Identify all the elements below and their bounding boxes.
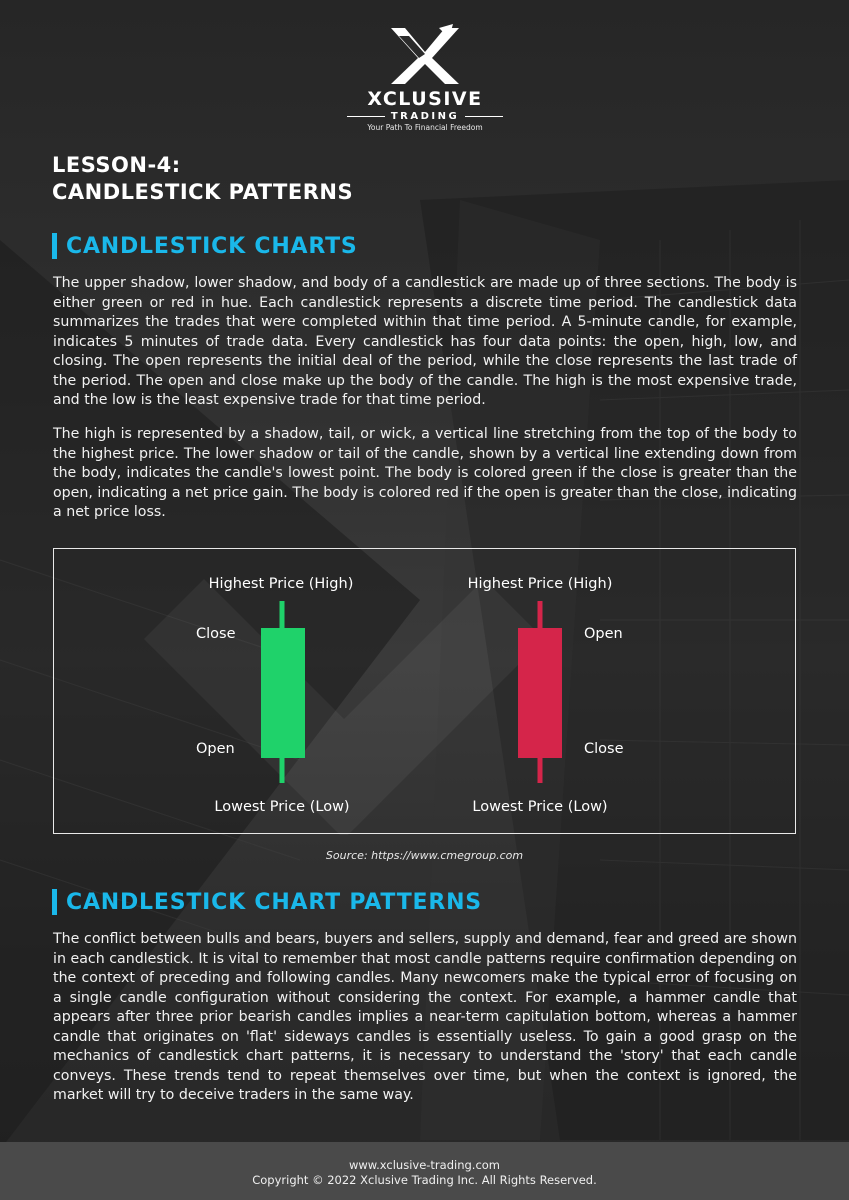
brand-subname: TRADING — [390, 111, 460, 122]
bullish-close-label: Close — [196, 626, 236, 642]
brand-tagline: Your Path To Financial Freedom — [367, 123, 483, 132]
section-heading-charts — [52, 233, 358, 259]
bullish-open-label: Open — [196, 741, 235, 757]
heading-accent-bar — [52, 233, 57, 259]
footer-copyright: Copyright © 2022 Xclusive Trading Inc. All Rights Reserved. — [252, 1173, 597, 1187]
section-heading-patterns — [52, 889, 482, 915]
brand-name: XCLUSIVE — [367, 88, 483, 110]
section-heading-text: CANDLESTICK CHART PATTERNS — [66, 889, 482, 915]
page-title — [52, 152, 353, 206]
chevron-watermark-icon — [144, 579, 544, 835]
bearish-low-label: Lowest Price (Low) — [472, 799, 608, 815]
paragraph-2: The high is represented by a shadow, tail, or wick, a vertical line stretching from the top of the body to the highest price. The lower shadow or tail of the candle, shown by a vertical line extending down from the body, indicates the candle's lowest point. The body is colored green if the close is greater than the open, indicating a net price gain. The body is colored red if the open is greater than the close, indicating a net price loss. — [53, 426, 797, 520]
bullish-high-label: Highest Price (High) — [208, 576, 354, 592]
xclusive-logo-icon — [387, 22, 463, 86]
lesson-title: CANDLESTICK PATTERNS — [52, 180, 354, 204]
brand-sub — [340, 110, 510, 123]
bullish-candle-body — [261, 628, 305, 758]
candlestick-diagram — [53, 548, 796, 834]
page-footer — [0, 1142, 849, 1200]
section-heading-text: CANDLESTICK CHARTS — [66, 233, 358, 259]
candlestick-diagram-svg — [54, 549, 797, 835]
bearish-open-label: Open — [584, 626, 623, 642]
paragraph-3: The conflict between bulls and bears, buyers and sellers, supply and demand, fear and greed are shown in each candlestick. It is vital to remember that most candle patterns require confirmation depending on the context of preceding and following candles. Many newcomers make the typical error of focusing on a single candle configuration without considering the context. For example, a hammer candle that appears after three prior bearish candles implies a near-term capitulation bottom, whereas a hammer candle that originates on 'flat' sideways candles is essentially useless. To gain a good grasp on the mechanics of candlestick chart patterns, it is necessary to understand the 'story' that each candle conveys. These trends tend to repeat themselves over time, but when the context is ignored, the market will try to deceive traders in the same way. — [53, 931, 797, 1103]
bearish-high-label: Highest Price (High) — [467, 576, 613, 592]
footer-website: www.xclusive-trading.com — [348, 1158, 501, 1172]
divider — [465, 116, 503, 117]
divider — [347, 116, 385, 117]
brand-logo — [340, 22, 510, 134]
lesson-number: LESSON-4: — [52, 153, 181, 177]
bearish-candle-body — [518, 628, 562, 758]
paragraph-1: The upper shadow, lower shadow, and body of a candlestick are made up of three sections. The body is either green or red in hue. Each candlestick represents a discrete time period. The candlestick data summarizes the trades that were completed within that time period. A 5-minute candle, for example, indicates 5 minutes of trade data. Every candlestick has four data points: the open, high, low, and closing. The open represents the initial deal of the period, while the close represents the last trade of the period. The open and close make up the body of the candle. The high is the most expensive trade, and the low is the least expensive trade for that time period. — [53, 275, 797, 408]
diagram-source: Source: https://www.cmegroup.com — [325, 849, 524, 862]
heading-accent-bar — [52, 889, 57, 915]
bearish-close-label: Close — [584, 741, 624, 757]
bullish-low-label: Lowest Price (Low) — [214, 799, 350, 815]
